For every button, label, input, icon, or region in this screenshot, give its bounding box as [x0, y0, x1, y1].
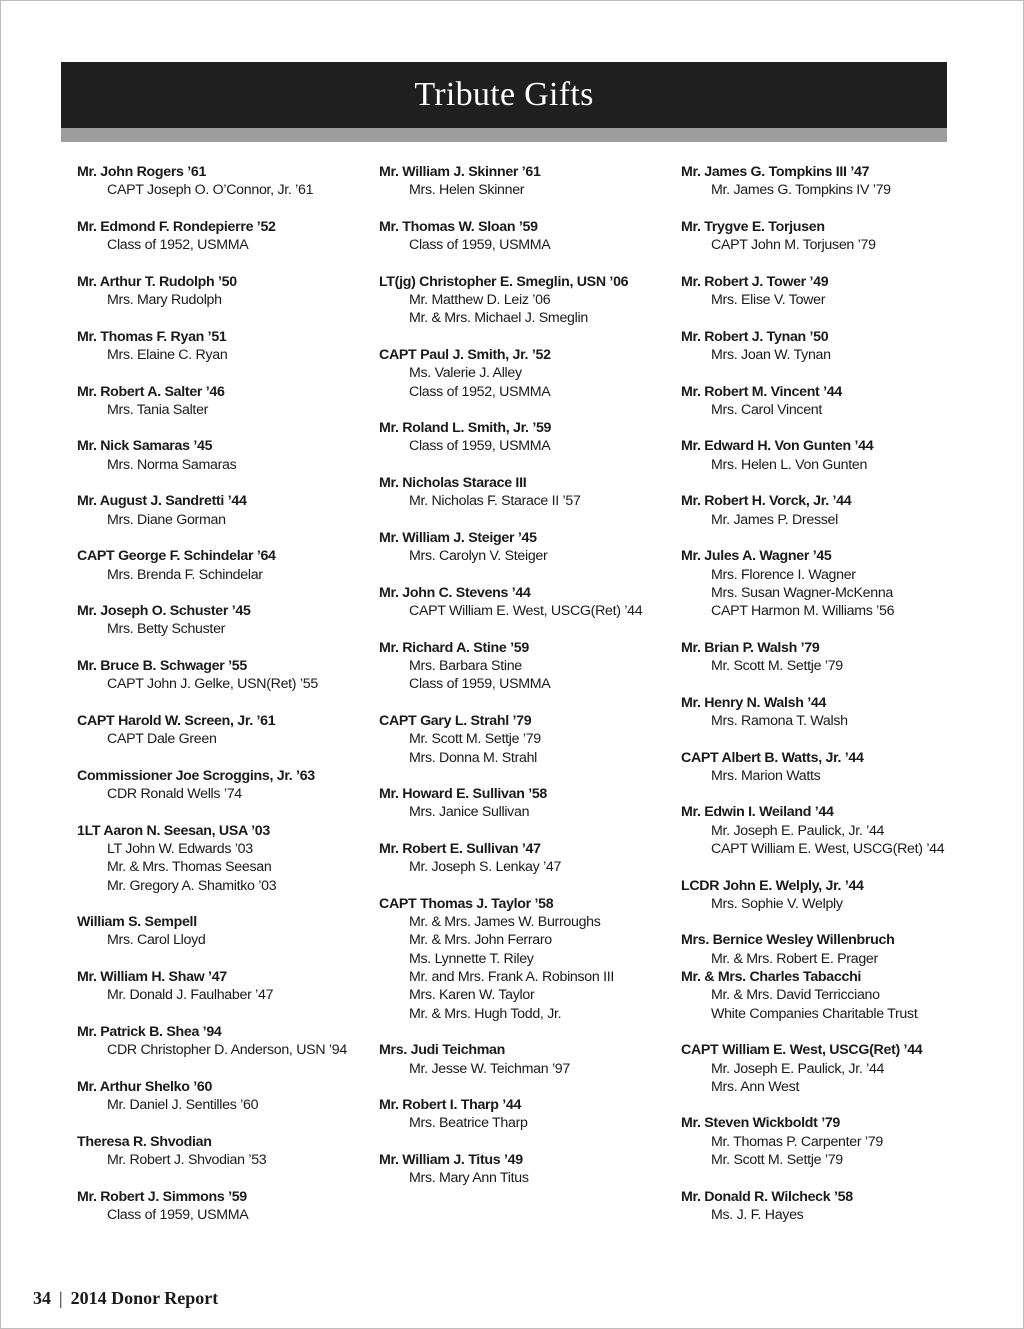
honoree-name: CAPT George F. Schindelar ’64: [77, 548, 276, 565]
honoree-name: Mr. Steven Wickboldt ’79: [681, 1115, 841, 1132]
page-title: Tribute Gifts: [414, 76, 594, 113]
donor-name: Class of 1959, USMMA: [107, 1206, 249, 1223]
honoree-name: Mr. Joseph O. Schuster ’45: [77, 603, 251, 620]
tribute-entry: [379, 529, 679, 566]
donor-name: Mr. Thomas P. Carpenter ’79: [711, 1133, 883, 1150]
honoree-name: Mr. August J. Sandretti ’44: [77, 493, 247, 510]
donor-name: Mrs. Carolyn V. Steiger: [409, 548, 548, 565]
donor-name: Mr. Joseph S. Lenkay ’47: [409, 859, 562, 876]
tribute-entry: [77, 492, 377, 529]
donor-name: Mrs. Tania Salter: [107, 401, 209, 418]
donor-name: Mrs. Carol Vincent: [711, 401, 823, 418]
donor-name: Mrs. Marion Watts: [711, 767, 821, 784]
honoree-name: CAPT William E. West, USCG(Ret) ’44: [681, 1042, 923, 1059]
donor-name: Mr. & Mrs. John Ferraro: [409, 932, 552, 949]
donor-name: Mr. & Mrs. Robert E. Prager: [711, 950, 878, 967]
honoree-name: Mr. Edwin I. Weiland ’44: [681, 804, 834, 821]
honoree-name: Mr. Robert J. Tower ’49: [681, 273, 829, 290]
tribute-entry: [379, 1151, 679, 1188]
honoree-name: Mr. Edmond F. Rondepierre ’52: [77, 218, 276, 235]
donor-name: Mr. James P. Dressel: [711, 511, 838, 528]
honoree-name: Mr. William H. Shaw ’47: [77, 969, 227, 986]
donor-name: Mrs. Elise V. Tower: [711, 292, 826, 309]
publication-title: 2014 Donor Report: [70, 1288, 219, 1308]
honoree-name: Mr. Robert A. Salter ’46: [77, 383, 225, 400]
honoree-name: Mr. Richard A. Stine ’59: [379, 639, 529, 656]
honoree-name: Mrs. Judi Teichman: [379, 1042, 505, 1059]
donor-name: Mrs. Janice Sullivan: [409, 804, 530, 821]
honoree-name: Mr. Trygve E. Torjusen: [681, 218, 825, 235]
tribute-entry: [379, 218, 679, 255]
header-rule: [61, 128, 947, 142]
tribute-entry: [379, 1041, 679, 1078]
tribute-entry: [681, 383, 981, 420]
donor-name: Mrs. Ann West: [711, 1078, 800, 1095]
honoree-name: Mr. Howard E. Sullivan ’58: [379, 786, 548, 803]
donor-name: CDR Christopher D. Anderson, USN ’94: [107, 1042, 347, 1059]
donor-name: Class of 1959, USMMA: [409, 237, 551, 254]
tribute-entry: [77, 968, 377, 1005]
honoree-name: Mr. Arthur T. Rudolph ’50: [77, 273, 237, 290]
donor-name: Mr. Matthew D. Leiz ’06: [409, 292, 551, 309]
honoree-name: Mr. Edward H. Von Gunten ’44: [681, 438, 874, 455]
tribute-entry: [77, 218, 377, 255]
honoree-name: LCDR John E. Welply, Jr. ’44: [681, 877, 864, 894]
donor-name: Mrs. Florence I. Wagner: [711, 566, 856, 583]
tribute-entry: [379, 840, 679, 877]
tribute-entry: [77, 328, 377, 365]
tribute-entry: [77, 657, 377, 694]
donor-name: Class of 1959, USMMA: [409, 438, 551, 455]
tribute-entry: [379, 1096, 679, 1133]
donor-name: CAPT John J. Gelke, USN(Ret) ’55: [107, 676, 318, 693]
honoree-name: Mr. Nick Samaras ’45: [77, 438, 213, 455]
honoree-name: LT(jg) Christopher E. Smeglin, USN ’06: [379, 273, 629, 290]
tribute-entry: [681, 437, 981, 474]
honoree-name: Mr. John C. Stevens ’44: [379, 584, 531, 601]
donor-name: Mr. Robert J. Shvodian ’53: [107, 1152, 267, 1169]
donor-name: Mrs. Betty Schuster: [107, 621, 226, 638]
tribute-entry: [681, 492, 981, 529]
tribute-entry: [681, 1041, 981, 1096]
donor-name: Class of 1952, USMMA: [409, 383, 551, 400]
tribute-entry: [77, 712, 377, 749]
page-title-banner: [61, 62, 947, 128]
honoree-name: Mr. William J. Skinner ’61: [379, 164, 541, 180]
tribute-column-3: [681, 163, 981, 1243]
donor-name: Mr. Joseph E. Paulick, Jr. ’44: [711, 822, 885, 839]
tribute-entry: [379, 346, 679, 401]
tribute-entry: [77, 1023, 377, 1060]
tribute-entry: [379, 712, 679, 767]
tribute-entry: [77, 383, 377, 420]
tribute-entry: [77, 1133, 377, 1170]
honoree-name: Mr. Roland L. Smith, Jr. ’59: [379, 420, 552, 437]
tribute-entry: [379, 785, 679, 822]
honoree-name: Theresa R. Shvodian: [77, 1133, 212, 1150]
tribute-entry: [681, 968, 981, 1023]
honoree-name: Mr. Henry N. Walsh ’44: [681, 694, 827, 711]
honoree-name: 1LT Aaron N. Seesan, USA ’03: [77, 822, 270, 839]
donor-name: Mr. & Mrs. David Terricciano: [711, 987, 880, 1004]
donor-name: CAPT Dale Green: [107, 731, 217, 748]
donor-name: Mr. Donald J. Faulhaber ’47: [107, 987, 274, 1004]
donor-name: Mrs. Susan Wagner-McKenna: [711, 584, 894, 601]
donor-name: Mrs. Beatrice Tharp: [409, 1115, 528, 1132]
donor-name: White Companies Charitable Trust: [711, 1005, 918, 1022]
tribute-entry: [681, 547, 981, 620]
donor-name: Class of 1959, USMMA: [409, 676, 551, 693]
honoree-name: Mr. Patrick B. Shea ’94: [77, 1023, 222, 1040]
tribute-entry: [77, 547, 377, 584]
donor-name: Mr. Jesse W. Teichman ’97: [409, 1060, 570, 1077]
tribute-entry: [681, 877, 981, 914]
donor-name: CDR Ronald Wells ’74: [107, 786, 242, 803]
donor-name: Mrs. Elaine C. Ryan: [107, 346, 228, 363]
tribute-entry: [681, 328, 981, 365]
donor-name: Mr. Scott M. Settje ’79: [711, 1152, 843, 1169]
tribute-entry: [379, 163, 679, 200]
donor-name: Mr. and Mrs. Frank A. Robinson III: [409, 969, 615, 986]
donor-name: Mr. James G. Tompkins IV ’79: [711, 182, 891, 199]
donor-name: CAPT William E. West, USCG(Ret) ’44: [711, 840, 945, 857]
donor-name: CAPT John M. Torjusen ’79: [711, 237, 876, 254]
honoree-name: CAPT Paul J. Smith, Jr. ’52: [379, 346, 551, 363]
honoree-name: Mr. Robert H. Vorck, Jr. ’44: [681, 493, 852, 510]
tribute-entry: [77, 913, 377, 950]
donor-name: LT John W. Edwards ’03: [107, 840, 253, 857]
donor-name: Mr. & Mrs. Michael J. Smeglin: [409, 310, 588, 327]
honoree-name: CAPT Albert B. Watts, Jr. ’44: [681, 749, 864, 766]
donor-name: CAPT William E. West, USCG(Ret) ’44: [409, 603, 643, 620]
donor-name: Mrs. Norma Samaras: [107, 456, 237, 473]
honoree-name: Mr. Robert J. Tynan ’50: [681, 328, 829, 345]
donor-name: Mr. Scott M. Settje ’79: [409, 731, 541, 748]
donor-name: Ms. Valerie J. Alley: [409, 365, 522, 382]
honoree-name: Commissioner Joe Scroggins, Jr. ’63: [77, 767, 315, 784]
donor-name: Mr. Joseph E. Paulick, Jr. ’44: [711, 1060, 885, 1077]
page-number: 34: [33, 1288, 51, 1308]
donor-name: Mrs. Mary Ann Titus: [409, 1170, 529, 1187]
tribute-entry: [77, 437, 377, 474]
donor-name: Mrs. Barbara Stine: [409, 658, 522, 675]
honoree-name: Mr. Jules A. Wagner ’45: [681, 548, 832, 565]
honoree-name: Mr. Robert J. Simmons ’59: [77, 1188, 247, 1205]
tribute-entry: [77, 767, 377, 804]
donor-name: Mr. & Mrs. James W. Burroughs: [409, 914, 601, 931]
page-footer: [33, 1288, 218, 1309]
honoree-name: Mr. Donald R. Wilcheck ’58: [681, 1188, 853, 1205]
tribute-entry: [681, 273, 981, 310]
donor-name: Mrs. Helen Skinner: [409, 182, 525, 199]
tribute-entry: [681, 749, 981, 786]
donor-name: Mrs. Sophie V. Welply: [711, 895, 843, 912]
donor-name: Mrs. Brenda F. Schindelar: [107, 566, 263, 583]
tribute-column-2: [379, 163, 679, 1206]
tribute-entry: [379, 639, 679, 694]
donor-name: Mrs. Carol Lloyd: [107, 932, 206, 949]
tribute-entry: [379, 584, 679, 621]
donor-name: Mr. Daniel J. Sentilles ’60: [107, 1097, 259, 1114]
donor-name: Mrs. Mary Rudolph: [107, 292, 222, 309]
honoree-name: CAPT Thomas J. Taylor ’58: [379, 895, 554, 912]
donor-name: Mrs. Helen L. Von Gunten: [711, 456, 868, 473]
tribute-entry: [77, 822, 377, 895]
tribute-entry: [681, 1188, 981, 1225]
donor-name: Mrs. Joan W. Tynan: [711, 346, 831, 363]
tribute-entry: [77, 1078, 377, 1115]
honoree-name: CAPT Gary L. Strahl ’79: [379, 712, 532, 729]
donor-name: Mrs. Diane Gorman: [107, 511, 226, 528]
donor-name: CAPT Harmon M. Williams ’56: [711, 603, 895, 620]
honoree-name: Mr. Brian P. Walsh ’79: [681, 639, 820, 656]
honoree-name: CAPT Harold W. Screen, Jr. ’61: [77, 712, 276, 729]
tribute-entry: [77, 273, 377, 310]
tribute-entry: [681, 1114, 981, 1169]
honoree-name: Mr. Thomas F. Ryan ’51: [77, 328, 227, 345]
honoree-name: Mr. William J. Titus ’49: [379, 1152, 523, 1169]
tribute-entry: [681, 639, 981, 676]
honoree-name: Mrs. Bernice Wesley Willenbruch: [681, 932, 895, 949]
honoree-name: Mr. James G. Tompkins III ’47: [681, 164, 870, 180]
donor-name: Mr. Scott M. Settje ’79: [711, 658, 843, 675]
honoree-name: Mr. Thomas W. Sloan ’59: [379, 218, 538, 235]
donor-name: Class of 1952, USMMA: [107, 237, 249, 254]
donor-name: Mr. & Mrs. Thomas Seesan: [107, 859, 272, 876]
tribute-entry: [379, 474, 679, 511]
honoree-name: Mr. Robert E. Sullivan ’47: [379, 840, 541, 857]
tribute-entry: [681, 694, 981, 731]
honoree-name: Mr. John Rogers ’61: [77, 164, 207, 180]
honoree-name: Mr. Robert I. Tharp ’44: [379, 1097, 522, 1114]
tribute-entry: [77, 602, 377, 639]
tribute-entry: [77, 1188, 377, 1225]
donor-name: Ms. J. F. Hayes: [711, 1206, 804, 1223]
honoree-name: Mr. & Mrs. Charles Tabacchi: [681, 969, 862, 986]
honoree-name: Mr. Nicholas Starace III: [379, 475, 527, 492]
tribute-entry: [681, 218, 981, 255]
donor-name: CAPT Joseph O. O’Connor, Jr. ’61: [107, 182, 314, 199]
honoree-name: William S. Sempell: [77, 914, 197, 931]
tribute-entry: [681, 163, 981, 200]
donor-name: Mrs. Donna M. Strahl: [409, 749, 538, 766]
donor-name: Mr. & Mrs. Hugh Todd, Jr.: [409, 1005, 562, 1022]
donor-name: Mr. Gregory A. Shamitko ’03: [107, 877, 277, 894]
tribute-entry: [681, 803, 981, 858]
tribute-entry: [379, 273, 679, 328]
donor-name: Ms. Lynnette T. Riley: [409, 950, 534, 967]
honoree-name: Mr. Bruce B. Schwager ’55: [77, 658, 247, 675]
tribute-column-1: [77, 163, 377, 1243]
tribute-entry: [77, 163, 377, 200]
donor-name: Mr. Nicholas F. Starace II ’57: [409, 493, 581, 510]
footer-separator: |: [59, 1288, 63, 1308]
honoree-name: Mr. William J. Steiger ’45: [379, 529, 537, 546]
donor-name: Mrs. Karen W. Taylor: [409, 987, 535, 1004]
tribute-entry: [379, 895, 679, 1023]
honoree-name: Mr. Robert M. Vincent ’44: [681, 383, 842, 400]
donor-name: Mrs. Ramona T. Walsh: [711, 712, 848, 729]
tribute-entry: [379, 419, 679, 456]
honoree-name: Mr. Arthur Shelko ’60: [77, 1078, 213, 1095]
tribute-entry: [681, 931, 981, 968]
